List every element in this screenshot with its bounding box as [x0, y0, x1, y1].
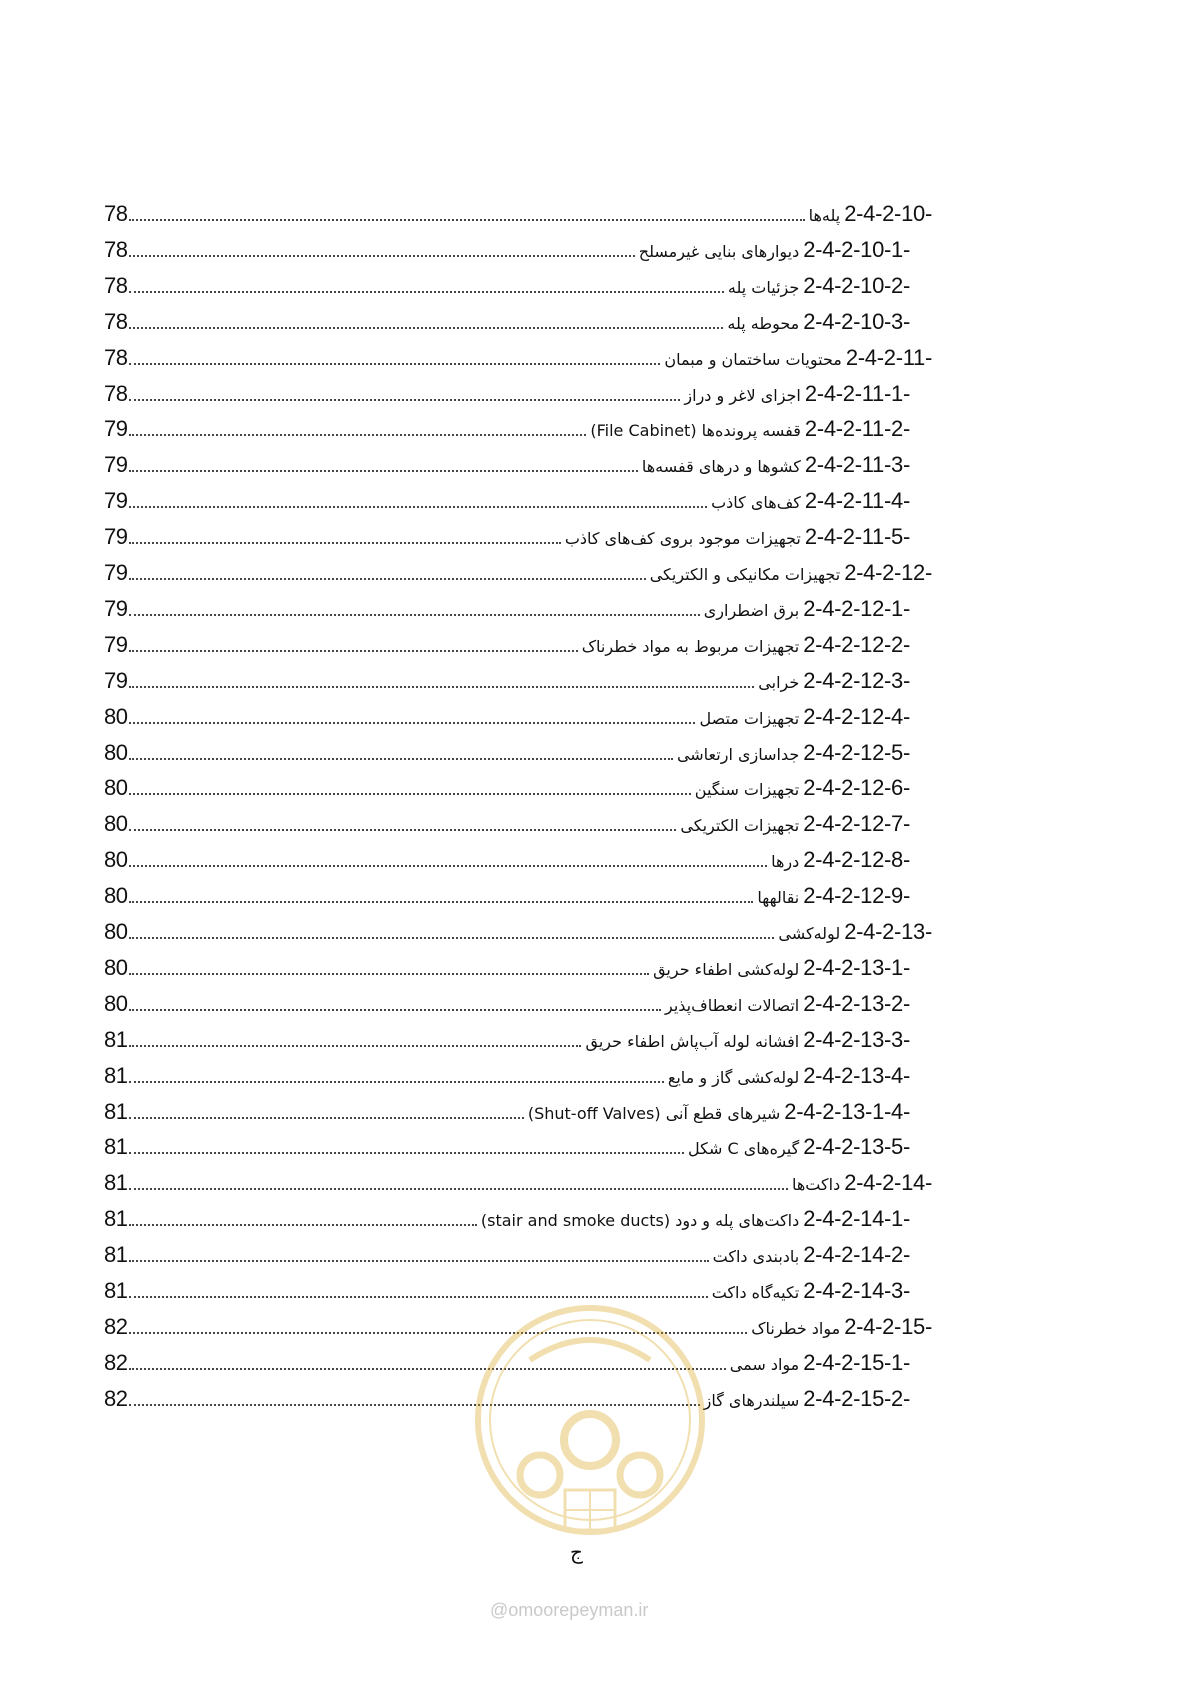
toc-entry-heading: [727, 309, 910, 335]
toc-dot-leader: [129, 1081, 663, 1083]
toc-entry[interactable]: [104, 482, 910, 520]
toc-section-number: 2-4-2-12-8-: [803, 847, 910, 873]
toc-dot-leader: [129, 542, 560, 544]
watermark-seal-logo: [470, 1290, 710, 1560]
toc-entry-heading: [528, 1099, 910, 1125]
toc-dot-leader: [129, 363, 660, 365]
toc-section-number: 2-4-2-12-: [844, 560, 932, 585]
toc-section-title: کشوها و درهای قفسه‌ها: [641, 457, 801, 477]
toc-entry-heading: [582, 632, 910, 658]
toc-page-number: 80: [104, 739, 128, 765]
toc-section-title: درها: [771, 852, 800, 872]
toc-dot-leader: [129, 650, 577, 652]
toc-entry-heading: [565, 524, 910, 550]
toc-entry-heading: [757, 883, 910, 909]
toc-page-number: 81: [104, 1278, 128, 1303]
toc-page-number: 81: [104, 1242, 128, 1268]
toc-entry-heading: [664, 345, 932, 371]
toc-section-number: 2-4-2-11-4-: [804, 488, 910, 514]
toc-entry-heading: [665, 991, 910, 1017]
toc-dot-leader: [129, 686, 754, 688]
toc-section-number: 2-4-2-12-2-: [803, 631, 910, 657]
toc-dot-leader: [129, 614, 699, 616]
toc-page-number: 78: [104, 380, 128, 406]
toc-section-number: 2-4-2-12-4-: [803, 703, 910, 729]
toc-section-number: 2-4-2-12-7-: [803, 811, 910, 837]
toc-page-number: 81: [104, 1098, 128, 1124]
toc-entry[interactable]: [104, 303, 910, 341]
toc-page-number: 81: [104, 1062, 128, 1088]
toc-section-number: 2-4-2-10-2-: [803, 272, 910, 298]
toc-page-number: 80: [104, 990, 128, 1016]
toc-dot-leader: [129, 793, 690, 795]
toc-dot-leader: [129, 758, 672, 760]
toc-section-number: 2-4-2-15-: [844, 1313, 932, 1339]
toc-entry-heading: [639, 237, 910, 263]
toc-entry-heading: [711, 488, 910, 514]
toc-page-number: 80: [104, 919, 128, 944]
toc-entry-heading: [751, 1314, 932, 1340]
toc-entry-heading: [778, 919, 932, 945]
toc-entry-heading: [712, 1278, 910, 1304]
toc-section-title: مواد خطرناک: [751, 1318, 841, 1338]
toc-entry[interactable]: [104, 985, 910, 1023]
toc-entry[interactable]: [104, 1164, 932, 1202]
toc-dot-leader: [129, 829, 676, 831]
toc-section-number: 2-4-2-10-: [844, 201, 932, 226]
toc-entry[interactable]: [104, 1200, 910, 1238]
toc-entry-heading: [481, 1206, 910, 1232]
toc-section-title: داکت‌ها: [791, 1175, 841, 1195]
toc-dot-leader: [129, 434, 586, 436]
toc-entry[interactable]: [104, 841, 910, 879]
toc-dot-leader: [129, 1152, 684, 1154]
toc-section-title: نقالهها: [757, 888, 800, 908]
toc-entry[interactable]: [104, 626, 910, 664]
toc-section-title: کف‌های کاذب: [711, 493, 801, 513]
toc-page-number: 79: [104, 560, 128, 585]
toc-page-number: 81: [104, 1026, 128, 1052]
toc-section-title: تجهیزات مکانیکی و الکتریکی: [649, 565, 841, 584]
toc-section-title: لوله‌کشی گاز و مایع: [667, 1067, 800, 1087]
toc-dot-leader: [129, 1045, 581, 1047]
toc-entry-heading: [792, 1170, 932, 1196]
toc-entry-heading: [668, 1063, 910, 1089]
toc-section-number: 2-4-2-15-1-: [803, 1349, 910, 1375]
toc-section-title: تجهیزات متصل: [699, 708, 800, 728]
toc-section-number: 2-4-2-10-3-: [803, 308, 910, 334]
toc-section-title: افشانه لوله آب‌پاش اطفاء حریق: [585, 1031, 800, 1051]
toc-section-title: تکیه‌گاه داکت: [711, 1283, 800, 1302]
toc-page-number: 78: [104, 272, 128, 298]
toc-dot-leader: [129, 219, 804, 221]
toc-section-title: تجهیزات مربوط به مواد خطرناک: [581, 636, 800, 656]
toc-section-title: شیرهای قطع آنی (Shut-off Valves): [527, 1103, 781, 1123]
toc-entry-heading: [699, 704, 910, 730]
toc-entry[interactable]: [104, 1093, 910, 1131]
toc-page-number: 82: [104, 1313, 128, 1339]
toc-entry[interactable]: [104, 518, 910, 556]
toc-page-number: 78: [104, 308, 128, 334]
toc-dot-leader: [129, 470, 637, 472]
toc-page-number: 79: [104, 452, 128, 478]
toc-section-number: 2-4-2-12-3-: [803, 667, 910, 693]
toc-entry[interactable]: [104, 1128, 910, 1166]
toc-entry-heading: [688, 1134, 910, 1160]
toc-entry[interactable]: [104, 662, 910, 700]
toc-page-number: 80: [104, 883, 128, 909]
toc-section-title: بادبندی داکت: [712, 1247, 800, 1267]
toc-section-number: 2-4-2-13-3-: [803, 1026, 910, 1052]
toc-page-number: 79: [104, 524, 128, 550]
toc-entry[interactable]: [104, 913, 932, 951]
toc-section-number: 2-4-2-12-1-: [803, 595, 910, 621]
toc-entry[interactable]: [104, 590, 910, 628]
toc-page-number: 78: [104, 236, 128, 262]
toc-dot-leader: [129, 1188, 788, 1190]
toc-entry[interactable]: [104, 734, 910, 772]
toc-entry-heading: [704, 1386, 910, 1412]
toc-dot-leader: [129, 1009, 661, 1011]
toc-dot-leader: [129, 255, 634, 257]
toc-dot-leader: [129, 578, 645, 580]
toc-page-number: 80: [104, 954, 128, 980]
toc-section-number: 2-4-2-13-2-: [803, 990, 910, 1016]
toc-entry[interactable]: [104, 339, 932, 377]
toc-page-number: 81: [104, 1170, 128, 1196]
toc-section-title: سیلندرهای گاز: [703, 1390, 800, 1410]
toc-entry[interactable]: [104, 554, 932, 592]
toc-page-number: 78: [104, 344, 128, 370]
toc-page-number: 82: [104, 1349, 128, 1375]
toc-dot-leader: [129, 1117, 523, 1119]
toc-entry-heading: [680, 811, 910, 837]
toc-section-title: محتویات ساختمان و مبمان: [664, 349, 842, 369]
toc-dot-leader: [129, 1260, 708, 1262]
toc-entry[interactable]: [104, 195, 932, 233]
toc-section-title: خرابی: [758, 672, 800, 692]
toc-entry[interactable]: [104, 877, 910, 915]
toc-section-title: پله‌ها: [808, 206, 841, 225]
toc-entry[interactable]: [104, 1236, 910, 1274]
toc-dot-leader: [129, 973, 649, 975]
toc-entry[interactable]: [104, 949, 910, 987]
toc-entry[interactable]: [104, 267, 910, 305]
toc-section-number: 2-4-2-14-: [844, 1170, 932, 1196]
toc-section-title: اجزای لاغر و دراز: [684, 385, 801, 405]
toc-section-title: گیره‌های C شکل: [688, 1139, 800, 1159]
toc-section-number: 2-4-2-14-3-: [803, 1278, 910, 1303]
toc-entry-heading: [771, 847, 910, 873]
toc-page-number: 78: [104, 201, 128, 226]
toc-section-number: 2-4-2-11-1-: [804, 380, 910, 406]
toc-section-title: اتصالات انعطاف‌پذیر: [664, 995, 800, 1015]
toc-dot-leader: [129, 1224, 476, 1226]
toc-entry[interactable]: [104, 375, 910, 413]
page-letter: ج: [570, 1540, 583, 1564]
toc-entry-heading: [758, 668, 910, 694]
toc-section-number: 2-4-2-13-: [844, 919, 932, 944]
toc-section-title: تجهیزات الکتریکی: [680, 816, 800, 836]
toc-section-title: داکت‌های پله و دود (stair and smoke ducts): [480, 1211, 800, 1231]
toc-page-number: 80: [104, 775, 128, 801]
toc-page-number: 79: [104, 595, 128, 621]
toc-entry-heading: [590, 416, 910, 442]
toc-entry[interactable]: [104, 410, 910, 448]
toc-page-number: 81: [104, 1206, 128, 1232]
toc-section-number: 2-4-2-11-2-: [804, 416, 910, 442]
toc-section-title: لوله‌کشی اطفاء حریق: [653, 959, 800, 979]
toc-entry-heading: [809, 201, 932, 227]
toc-section-number: 2-4-2-13-1-4-: [784, 1098, 910, 1124]
toc-entry[interactable]: [104, 231, 910, 269]
toc-page-number: 80: [104, 847, 128, 873]
toc-dot-leader: [129, 901, 753, 903]
toc-section-number: 2-4-2-11-: [845, 344, 932, 370]
toc-page-number: 80: [104, 811, 128, 837]
toc-section-number: 2-4-2-13-4-: [803, 1062, 910, 1088]
toc-page-number: 79: [104, 488, 128, 514]
toc-entry-heading: [728, 273, 910, 299]
toc-section-title: مواد سمی: [729, 1354, 800, 1374]
toc-section-number: 2-4-2-11-5-: [804, 524, 910, 550]
toc-section-number: 2-4-2-13-5-: [803, 1134, 910, 1160]
toc-section-title: دیوارهای بنایی غیرمسلح: [638, 241, 800, 261]
toc-dot-leader: [129, 722, 695, 724]
toc-page-number: 80: [104, 703, 128, 729]
toc-section-title: تجهیزات موجود بروی کف‌های کاذب: [564, 529, 801, 549]
toc-dot-leader: [129, 399, 680, 401]
toc-entry-heading: [684, 381, 910, 407]
toc-section-title: قفسه پرونده‌ها (File Cabinet): [590, 421, 801, 441]
toc-page-number: 79: [104, 667, 128, 693]
toc-section-number: 2-4-2-13-1-: [803, 954, 910, 980]
toc-page-number: 82: [104, 1385, 128, 1411]
toc-entry-heading: [677, 740, 910, 766]
toc-section-title: جزئیات پله: [727, 277, 800, 297]
toc-dot-leader: [129, 865, 767, 867]
toc-entry[interactable]: [104, 446, 910, 484]
toc-section-number: 2-4-2-11-3-: [804, 452, 910, 478]
toc-page-number: 79: [104, 631, 128, 657]
toc-page-number: 79: [104, 416, 128, 442]
toc-dot-leader: [129, 291, 723, 293]
toc-dot-leader: [129, 937, 774, 939]
toc-section-number: 2-4-2-12-9-: [803, 883, 910, 909]
toc-entry-heading: [642, 452, 910, 478]
toc-section-title: تجهیزات سنگین: [694, 780, 800, 800]
toc-entry[interactable]: [104, 1057, 910, 1095]
toc-section-number: 2-4-2-14-1-: [803, 1206, 910, 1232]
toc-entry-heading: [585, 1027, 910, 1053]
toc-section-title: محوطه پله: [727, 313, 800, 333]
toc-section-title: لوله‌کشی: [778, 924, 841, 943]
toc-entry-heading: [704, 596, 910, 622]
toc-page-number: 81: [104, 1134, 128, 1160]
toc-entry-heading: [650, 560, 932, 586]
toc-section-number: 2-4-2-10-1-: [803, 236, 910, 262]
watermark-url: @omoorepeyman.ir: [490, 1600, 649, 1620]
toc-entry-heading: [695, 775, 910, 801]
toc-entry-heading: [730, 1350, 910, 1376]
toc-entry[interactable]: [104, 769, 910, 807]
toc-entry[interactable]: [104, 805, 910, 843]
toc-entry-heading: [713, 1242, 910, 1268]
toc-entry-heading: [653, 955, 910, 981]
toc-section-number: 2-4-2-15-2-: [803, 1385, 910, 1411]
toc-entry[interactable]: [104, 698, 910, 736]
toc-section-title: جداسازی ارتعاشی: [676, 744, 800, 764]
toc-dot-leader: [129, 506, 707, 508]
toc-entry[interactable]: [104, 1021, 910, 1059]
toc-section-number: 2-4-2-12-6-: [803, 775, 910, 801]
toc-dot-leader: [129, 327, 723, 329]
toc-section-number: 2-4-2-14-2-: [803, 1242, 910, 1268]
toc-section-number: 2-4-2-12-5-: [803, 739, 910, 765]
toc-section-title: برق اضطراری: [703, 600, 800, 620]
